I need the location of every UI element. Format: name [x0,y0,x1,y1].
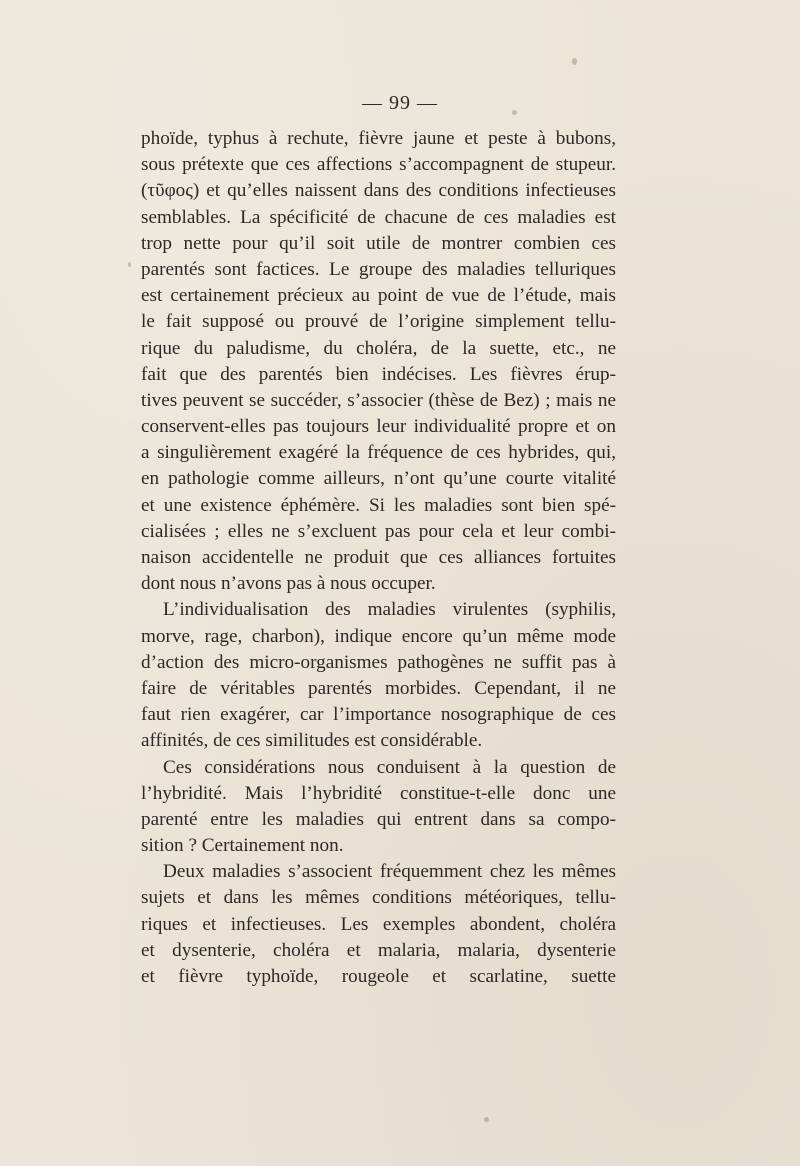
text-line: Ces considérations nous conduisent à la question de [163,756,616,778]
text-line: L’individualisation des maladies virulentes (syphilis, [163,599,616,621]
text-line: est certainement précieux au point de vue de l’étude, mais [141,285,616,307]
ink-spot [128,262,131,267]
text-line: faut rien exagérer, car l’importance nosographique de ces [141,704,616,726]
text-line: parentés sont factices. Le groupe des maladies telluriques [141,258,616,280]
text-line: cialisées ; elles ne s’excluent pas pour cela et leur combi- [141,520,616,542]
text-line: a singulièrement exagéré la fréquence de ces hybrides, qui, [141,442,616,464]
text-line: l’hybridité. Mais l’hybridité constitue-t-elle donc une [141,782,616,804]
text-line: conservent-elles pas toujours leur individualité propre et on [141,416,616,438]
text-line: et une existence éphémère. Si les maladies sont bien spé- [141,494,616,516]
text-line: faire de véritables parentés morbides. Cependant, il ne [141,677,616,699]
text-line: parenté entre les maladies qui entrent dans sa compo- [141,808,616,830]
text-line: et dysenterie, choléra et malaria, malaria, dysenterie [141,939,616,961]
text-line: en pathologie comme ailleurs, n’ont qu’une courte vitalité [141,468,616,490]
text-line: dont nous n’avons pas à nous occuper. [141,573,436,595]
text-line: tives peuvent se succéder, s’associer (thèse de Bez) ; mais ne [141,389,616,411]
text-line: sition ? Certainement non. [141,835,344,857]
ink-spot [572,58,577,65]
text-line: trop nette pour qu’il soit utile de montrer combien ces [141,232,616,254]
text-line: (τῦφος) et qu’elles naissent dans des conditions infectieuses [141,180,616,202]
text-line: phoïde, typhus à rechute, fièvre jaune et peste à bubons, [141,128,616,149]
ink-spot [484,1117,489,1122]
text-line: le fait supposé ou prouvé de l’origine simplement tellu- [141,311,616,333]
text-line: Deux maladies s’associent fréquemment chez les mêmes [163,861,616,883]
text-line: sous prétexte que ces affections s’accompagnent de stupeur. [141,154,616,176]
text-line: et fièvre typhoïde, rougeole et scarlatine, suette [141,966,616,987]
text-line: fait que des parentés bien indécises. Les fièvres érup- [141,363,616,385]
text-line: sujets et dans les mêmes conditions météoriques, tellu- [141,887,616,909]
text-line: riques et infectieuses. Les exemples abondent, choléra [141,913,616,935]
body-text [141,126,616,990]
text-line: rique du paludisme, du choléra, de la suette, etc., ne [141,337,616,359]
text-line: naison accidentelle ne produit que ces alliances fortuites [141,547,616,568]
text-line: affinités, de ces similitudes est considérable. [141,730,483,752]
page-number: — 99 — [362,92,438,114]
text-line: semblables. La spécificité de chacune de ces maladies est [141,206,616,228]
text-line: morve, rage, charbon), indique encore qu’un même mode [141,625,616,647]
text-line: d’action des micro-organismes pathogènes ne suffit pas à [141,651,616,673]
